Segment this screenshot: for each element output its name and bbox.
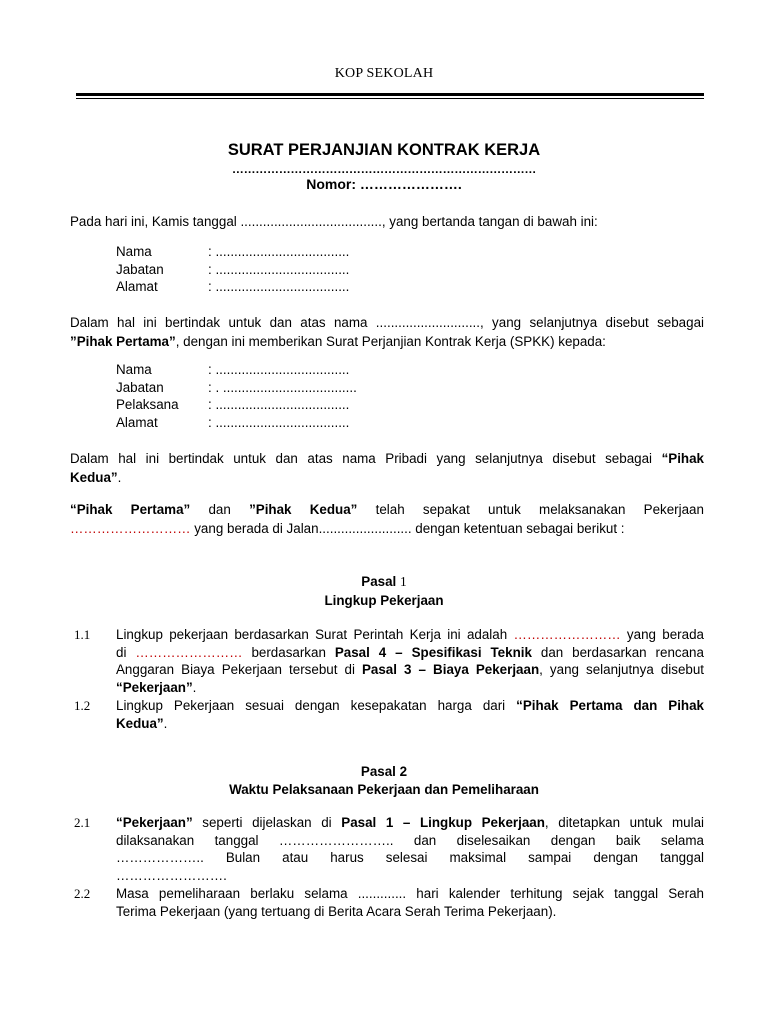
pasal2-item1-line2: dilaksanakan tanggal …………………….. dan diselesaikan dengan baik selama bbox=[116, 832, 704, 848]
field-value: : . .................................... bbox=[208, 379, 357, 395]
pasal2-heading: Pasal 2 bbox=[360, 764, 408, 779]
letterhead-rule-thick bbox=[76, 93, 704, 96]
party1-line2 bbox=[70, 332, 704, 351]
opening-paragraph bbox=[70, 212, 704, 231]
party2-line2 bbox=[70, 468, 704, 487]
text: . bbox=[163, 715, 168, 731]
party2-paragraph bbox=[70, 449, 704, 487]
pasal1-item1-line2 bbox=[116, 644, 704, 662]
letterhead-rule-thin bbox=[76, 98, 704, 99]
red-blank: …………………… bbox=[513, 627, 621, 642]
document-number: Nomor: …………………. bbox=[306, 176, 462, 192]
agreement-line2 bbox=[70, 519, 704, 538]
agreement-bold1: “Pihak Pertama” bbox=[70, 502, 191, 517]
party1-bold-label: ”Pihak Pertama” bbox=[70, 334, 176, 349]
bold-ref: “Pekerjaan” bbox=[116, 815, 193, 830]
party1-fields bbox=[116, 243, 349, 296]
pasal1-item1 bbox=[116, 626, 704, 696]
bold-ref: “Pihak Pertama dan Pihak bbox=[516, 698, 704, 713]
text: di bbox=[116, 644, 136, 660]
party2-end: . bbox=[117, 470, 122, 485]
party2-field-row bbox=[116, 396, 357, 414]
party1-line1: Dalam hal ini bertindak untuk dan atas nama ............................, yang selanjutnya disebut sebagai bbox=[70, 315, 704, 330]
party1-field-row bbox=[116, 243, 349, 261]
pasal2-item2-line1: Masa pemeliharaan berlaku selama ............. hari kalender terhitung sejak tanggal Serah bbox=[116, 886, 704, 901]
field-label: Pelaksana bbox=[116, 397, 179, 412]
field-value: : .................................... bbox=[208, 244, 350, 259]
pasal2-item2 bbox=[116, 885, 704, 920]
bold-ref: Pasal 3 – Biaya Pekerjaan bbox=[361, 662, 540, 677]
pasal1-item1-line3 bbox=[116, 661, 704, 679]
agreement-red-blank: ……………………… bbox=[70, 521, 191, 536]
text: dan berdasarkan rencana bbox=[540, 644, 704, 660]
text: . bbox=[192, 679, 197, 695]
text: Anggaran Biaya Pekerjaan tersebut di bbox=[116, 662, 362, 677]
agreement-t3: yang berada di Jalan......................... dengan ketentuan sebagai berikut : bbox=[190, 521, 625, 536]
agreement-line1 bbox=[70, 500, 704, 519]
party1-rest: , dengan ini memberikan Surat Perjanjian Kontrak Kerja (SPKK) kepada: bbox=[175, 334, 606, 349]
text: berdasarkan bbox=[251, 644, 335, 660]
pasal1-item1-line1 bbox=[116, 626, 704, 644]
pasal1-heading-text: Pasal bbox=[361, 574, 400, 589]
pasal1-heading-num: 1 bbox=[400, 574, 407, 589]
field-value: : .................................... bbox=[208, 279, 350, 294]
pasal1-subtitle: Lingkup Pekerjaan bbox=[324, 593, 444, 608]
agreement-paragraph bbox=[70, 500, 704, 538]
pasal2-item1-line4: ……………………. bbox=[116, 867, 227, 883]
bold-ref: Pasal 1 – Lingkup Pekerjaan bbox=[341, 815, 545, 830]
field-value: : .................................... bbox=[208, 397, 350, 412]
party2-fields bbox=[116, 361, 357, 431]
agreement-t1: dan bbox=[208, 502, 231, 517]
party2-field-row bbox=[116, 414, 357, 432]
field-label: Nama bbox=[116, 362, 152, 377]
item-number: 2.1 bbox=[74, 815, 91, 830]
opening-text: Pada hari ini, Kamis tanggal ......................................, yang bertanda tangan di bawah ini: bbox=[70, 214, 598, 229]
field-label: Nama bbox=[116, 244, 152, 259]
field-label: Jabatan bbox=[116, 261, 164, 277]
red-blank: …………………… bbox=[135, 644, 243, 660]
title-dots-line: …………………………………………………………………… bbox=[231, 162, 537, 176]
pasal2-item1-line3: ……………….. Bulan atau harus selesai maksimal sampai dengan tanggal bbox=[116, 850, 704, 865]
party2-field-row bbox=[116, 361, 357, 379]
pasal1-heading bbox=[0, 572, 768, 591]
text: seperti dijelaskan di bbox=[202, 815, 342, 830]
field-value: : .................................... bbox=[208, 261, 350, 277]
pasal2-item2-line2: Terima Pekerjaan (yang tertuang di Berita Acara Serah Terima Pekerjaan). bbox=[116, 903, 557, 919]
agreement-t2: telah sepakat untuk melaksanakan Pekerjaan bbox=[375, 502, 704, 517]
pasal1-item2 bbox=[116, 697, 704, 732]
agreement-bold2: ”Pihak Kedua” bbox=[249, 502, 358, 517]
pasal1-item2-line1 bbox=[116, 697, 704, 715]
field-value: : .................................... bbox=[208, 414, 350, 430]
text: , yang selanjutnya disebut bbox=[539, 662, 705, 677]
bold-ref: “Pekerjaan” bbox=[116, 679, 193, 695]
pasal2-item1 bbox=[116, 814, 704, 884]
field-label: Alamat bbox=[116, 279, 158, 294]
item-number: 2.2 bbox=[74, 886, 91, 901]
school-letterhead: KOP SEKOLAH bbox=[334, 66, 434, 81]
pasal2-item1-line1 bbox=[116, 814, 704, 832]
field-label: Alamat bbox=[116, 414, 158, 430]
party1-paragraph bbox=[70, 313, 704, 351]
field-label: Jabatan bbox=[116, 379, 164, 395]
text: Lingkup Pekerjaan sesuai dengan kesepakatan harga dari bbox=[116, 698, 517, 713]
pasal1-item2-line2 bbox=[116, 715, 704, 733]
text: Lingkup pekerjaan berdasarkan Surat Perintah Kerja ini adalah bbox=[116, 627, 514, 642]
field-value: : .................................... bbox=[208, 362, 350, 377]
item-number: 1.1 bbox=[74, 627, 91, 642]
pasal2-subtitle: Waktu Pelaksanaan Pekerjaan dan Pemeliharaan bbox=[229, 782, 539, 797]
party2-bold2: Kedua” bbox=[70, 470, 118, 485]
document-title: SURAT PERJANJIAN KONTRAK KERJA bbox=[227, 141, 541, 159]
bold-ref: Kedua” bbox=[116, 715, 164, 731]
text: , ditetapkan untuk mulai bbox=[544, 815, 705, 830]
item-number: 1.2 bbox=[74, 698, 91, 713]
pasal1-item1-line4 bbox=[116, 679, 704, 697]
party1-field-row bbox=[116, 261, 349, 279]
text: yang berada bbox=[620, 627, 704, 642]
party1-field-row bbox=[116, 278, 349, 296]
party2-line1 bbox=[70, 449, 704, 468]
bold-ref: Pasal 4 – Spesifikasi Teknik bbox=[334, 644, 532, 660]
party2-text: Dalam hal ini bertindak untuk dan atas nama Pribadi yang selanjutnya disebut sebagai bbox=[70, 451, 653, 466]
party2-field-row bbox=[116, 379, 357, 397]
party2-bold1: “Pihak bbox=[661, 451, 704, 466]
